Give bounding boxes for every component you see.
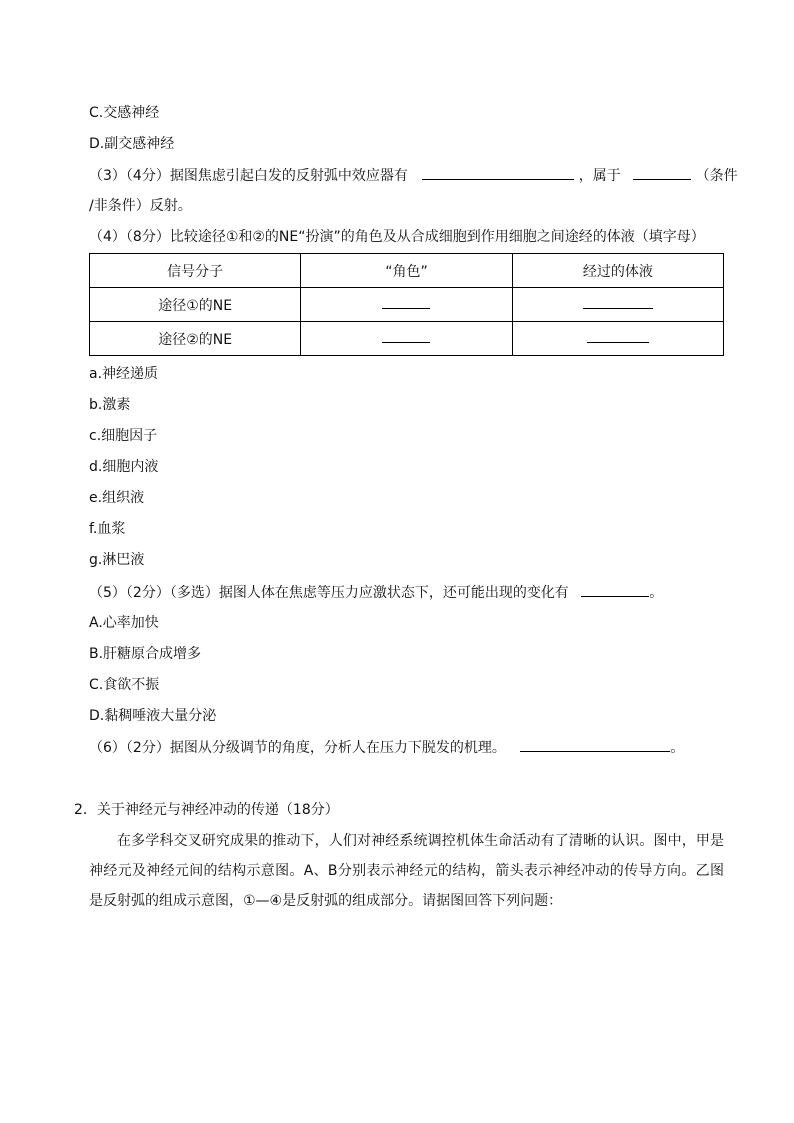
q4-option: e.组织液 [89,490,145,506]
table-cell-name: 途径①的NE [90,288,301,322]
q5-option: C.食欲不振 [89,677,160,693]
answer-blank [520,737,670,752]
q4-option: b.激素 [89,397,131,413]
table-cell-fluid [512,322,723,356]
table-cell-fluid [512,288,723,322]
answer-blank [633,165,691,180]
question-6 [89,737,684,758]
table-row [90,288,724,322]
option-d: D.副交感神经 [89,136,175,152]
table-row [90,322,724,356]
answer-blank [583,296,653,309]
question-5-end: 。 [649,585,664,601]
question-4: （4）（8分）比较途径①和②的NE“扮演”的角色及从合成细胞到作用细胞之间途经的体液（填字母） [89,229,705,245]
question-2-body: 在多学科交叉研究成果的推动下，人们对神经系统调控机体生命活动有了清晰的认识。图中，甲是神经元及神经元间的结构示意图。A、B分别表示神经元的结构，箭头表示神经冲动的传导方向。乙图是反射弧的组成示意图，①—④是反射弧的组成部分。请据图回答下列问题： [89,833,724,909]
comparison-table [89,253,724,356]
table-cell-role [301,322,512,356]
q4-option: g.淋巴液 [89,552,145,568]
q4-option: f.血浆 [89,521,126,537]
table-header-cell: 信号分子 [90,254,301,288]
q4-option: d.细胞内液 [89,459,159,475]
q5-option: B.肝糖原合成增多 [89,646,202,662]
question-3-text-c: （条件 [695,168,738,184]
answer-blank [581,582,649,597]
question-5-text: （5）（2分）（多选）据图人体在焦虑等压力应激状态下，还可能出现的变化有 [89,585,569,601]
answer-blank [382,296,430,309]
table-header-cell: “角色” [301,254,512,288]
answer-blank [422,165,574,180]
answer-blank [382,330,430,343]
question-3-line1 [89,165,738,186]
table-header-cell: 经过的体液 [512,254,723,288]
question-3-line2: /非条件）反射。 [89,198,192,214]
option-c: C.交感神经 [89,105,160,121]
table-cell-name: 途径②的NE [90,322,301,356]
q5-option: A.心率加快 [89,615,159,631]
q4-option: c.细胞因子 [89,428,158,444]
question-3-text: （3）（4分）据图焦虑引起白发的反射弧中效应器有 [89,168,408,184]
question-5 [89,582,663,603]
answer-blank [587,330,649,343]
question-2-title: 2．关于神经元与神经冲动的传递（18分） [74,802,339,818]
table-cell-role [301,288,512,322]
q5-option: D.黏稠唾液大量分泌 [89,708,217,724]
question-6-text: （6）（2分）据图从分级调节的角度，分析人在压力下脱发的机理。 [89,740,506,756]
question-6-end: 。 [670,740,685,756]
q4-option: a.神经递质 [89,366,159,382]
question-3-text-b: ，属于 [578,168,621,184]
table-header-row [90,254,724,288]
